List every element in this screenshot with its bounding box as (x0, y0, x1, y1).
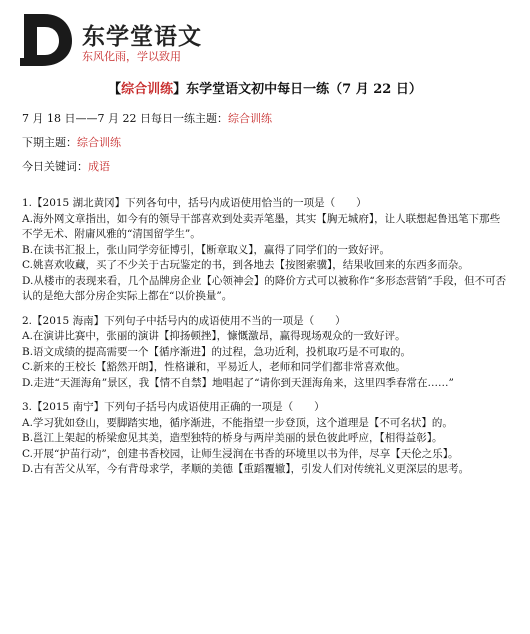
question-3 (22, 400, 510, 478)
option-c: C.姚喜欢收藏，买了不少关于古玩鉴定的书，到各地去【按图索骥】，结果收回来的东西多而杂。 (22, 259, 469, 271)
next-theme: 综合训练 (77, 136, 121, 149)
period-line (22, 110, 272, 126)
title-bracket-right: 】 (173, 82, 187, 97)
option-b: B.语文成绩的提高需要一个【循序渐进】的过程，急功近利，投机取巧是不可取的。 (22, 345, 412, 358)
next-theme-line (22, 134, 121, 150)
option-b: B.邕江上架起的桥梁愈见其美，造型独特的桥身与两岸美丽的景色彼此呼应，【相得益彰】。 (22, 432, 443, 444)
option-a: A.学习犹如登山，要脚踏实地，循序渐进，不能指望一步登顶，这个道理是【不可名状】的。 (22, 416, 453, 429)
option-a: A.在演讲比赛中，张丽的演讲【抑扬顿挫】，慷慨激昂，赢得现场观众的一致好评。 (22, 330, 406, 342)
question-1 (22, 196, 510, 305)
next-theme-label: 下期主题： (22, 136, 77, 149)
keyword-label: 今日关键词： (22, 160, 88, 173)
title-tag: 综合训练 (121, 82, 174, 97)
option-d: D.从楼市的表现来看，几个品牌房企业【心领神会】的降价方式可以被称作“多形态营销”手段，但不可否认的是绝大部分房企实际上都在“以价换量”。 (22, 274, 507, 302)
title-bracket-left: 【 (108, 82, 122, 97)
title-text: 东学堂语文初中每日一练（7 月 22 日） (186, 82, 422, 97)
keyword-line (22, 158, 110, 174)
question-list (22, 196, 510, 487)
option-a: A.海外网文章指出，如今有的领导干部喜欢到处卖弄笔墨，其实【胸无城府】，让人联想起鲁迅笔下那些不学无术、附庸风雅的“清国留学生”。 (22, 212, 501, 240)
logo-d-mark-icon (18, 12, 74, 68)
period-label: 7 月 18 日——7 月 22 日每日一练主题： (22, 112, 228, 125)
period-theme: 综合训练 (227, 112, 272, 125)
option-d: D.走进“天涯海角”景区，我【情不自禁】地唱起了“请你到天涯海角来，这里四季春常在……” (22, 376, 454, 389)
page-title (0, 78, 530, 97)
option-c: C.开展“护苗行动”，创建书香校园，让师生浸润在书香的环境里以书为伴，尽享【天伦之乐】。 (22, 447, 459, 460)
option-b: B.在读书汇报上，张山同学旁征博引，【断章取义】，赢得了同学们的一致好评。 (22, 243, 391, 256)
brand-logo (8, 8, 268, 68)
question-stem: 2.【2015 海南】下列句子中括号内的成语使用不当的一项是（ ） (22, 314, 346, 327)
brand-slogan: 东风化雨，学以致用 (82, 50, 181, 63)
brand-name: 东学堂语文 (82, 24, 202, 50)
option-c: C.新来的王校长【豁然开朗】，性格谦和，平易近人，老师和同学们都非常喜欢他。 (22, 361, 406, 373)
question-stem: 3.【2015 南宁】下列句子括号内成语使用正确的一项是（ ） (22, 401, 325, 413)
option-d: D.古有苦父从军，今有背母求学，孝顺的美德【重蹈覆辙】，引发人们对传统礼义更深层的思考。 (22, 463, 470, 475)
question-2 (22, 314, 510, 392)
keyword: 成语 (88, 160, 110, 173)
question-stem: 1.【2015 湖北黄冈】下列各句中，括号内成语使用恰当的一项是（ ） (22, 197, 367, 209)
